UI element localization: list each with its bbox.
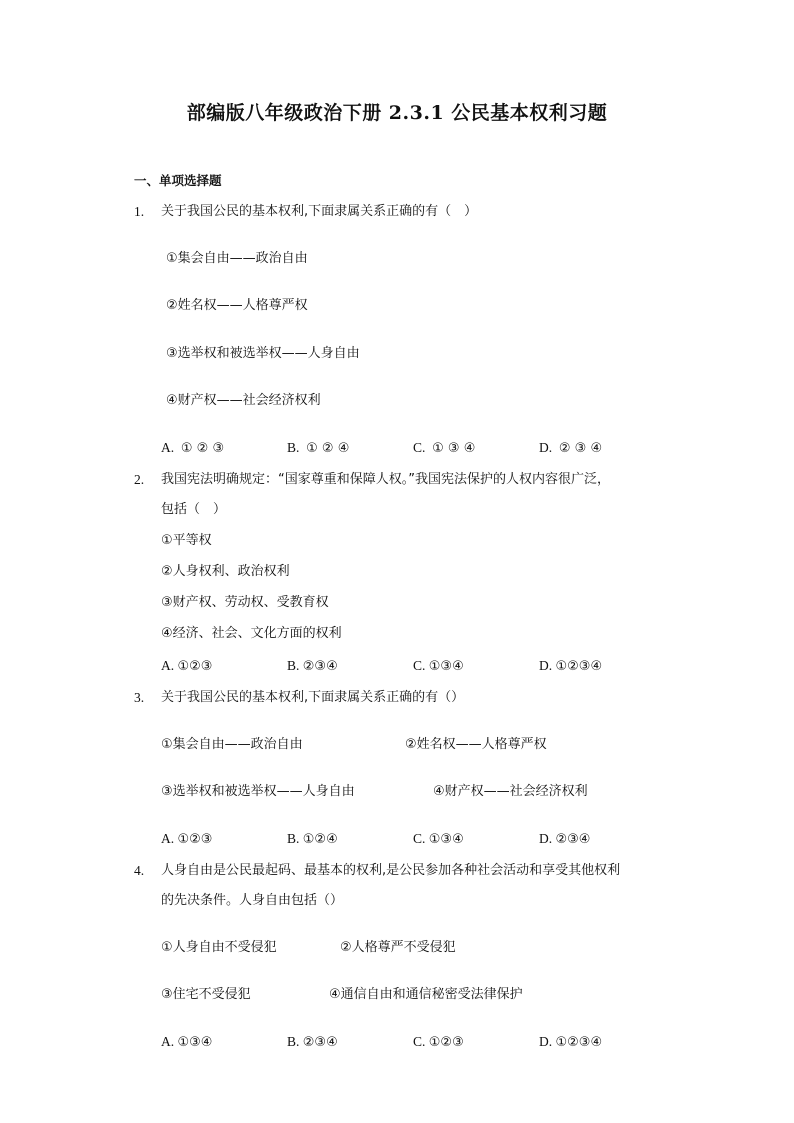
- q4-option-d: D. ①②③④: [539, 1034, 603, 1050]
- q1-item: ④财产权——社会经济权利: [166, 393, 321, 408]
- q1-number: 1.: [134, 204, 145, 219]
- q3-item: ②姓名权——人格尊严权: [405, 737, 547, 752]
- q3-item: ①集会自由——政治自由: [161, 737, 303, 752]
- q3-item: ③选举权和被选举权——人身自由: [161, 784, 355, 799]
- q3-stem: 关于我国公民的基本权利,下面隶属关系正确的有（）: [161, 690, 465, 705]
- q4-stem-line1: 人身自由是公民最起码、最基本的权利,是公民参加各种社会活动和享受其他权利: [161, 863, 621, 878]
- q2-option-c: C. ①③④: [413, 658, 464, 674]
- q2-stem-line1: 我国宪法明确规定：“国家尊重和保障人权。”我国宪法保护的人权内容很广泛，: [161, 472, 610, 487]
- q4-item: ②人格尊严不受侵犯: [340, 940, 456, 955]
- q2-option-d: D. ①②③④: [539, 658, 603, 674]
- q1-option-d: D. ② ③ ④: [539, 440, 603, 456]
- q3-number: 3.: [134, 690, 145, 705]
- q4-item: ③住宅不受侵犯: [161, 987, 251, 1002]
- q1-stem: 关于我国公民的基本权利,下面隶属关系正确的有（ ）: [161, 204, 478, 219]
- q2-item: ④经济、社会、文化方面的权利: [161, 626, 342, 641]
- q4-option-b: B. ②③④: [287, 1034, 338, 1050]
- q4-stem-line2: 的先决条件。人身自由包括（）: [161, 893, 344, 908]
- q1-item: ②姓名权——人格尊严权: [166, 298, 308, 313]
- q3-item: ④财产权——社会经济权利: [433, 784, 588, 799]
- q2-number: 2.: [134, 472, 145, 487]
- q2-item: ①平等权: [161, 533, 212, 548]
- page-title: 部编版八年级政治下册 2.3.1 公民基本权利习题: [186, 102, 608, 124]
- q4-item: ④通信自由和通信秘密受法律保护: [329, 987, 523, 1002]
- q3-option-d: D. ②③④: [539, 831, 591, 847]
- q4-option-a: A. ①③④: [161, 1034, 213, 1050]
- q3-option-b: B. ①②④: [287, 831, 338, 847]
- q1-option-c: C. ① ③ ④: [413, 440, 476, 456]
- section-heading: 一、单项选择题: [134, 173, 222, 188]
- q4-item: ①人身自由不受侵犯: [161, 940, 277, 955]
- q3-option-c: C. ①③④: [413, 831, 464, 847]
- q1-item: ①集会自由——政治自由: [166, 251, 308, 266]
- q1-item: ③选举权和被选举权——人身自由: [166, 346, 360, 361]
- q2-option-b: B. ②③④: [287, 658, 338, 674]
- q1-option-b: B. ① ② ④: [287, 440, 350, 456]
- q3-option-a: A. ①②③: [161, 831, 213, 847]
- q4-option-c: C. ①②③: [413, 1034, 464, 1050]
- q1-option-a: A. ① ② ③: [161, 440, 225, 456]
- q2-option-a: A. ①②③: [161, 658, 213, 674]
- q2-stem-line2: 包括（ ）: [161, 502, 227, 517]
- q2-item: ③财产权、劳动权、受教育权: [161, 595, 329, 610]
- q4-number: 4.: [134, 863, 145, 878]
- q2-item: ②人身权利、政治权利: [161, 564, 290, 579]
